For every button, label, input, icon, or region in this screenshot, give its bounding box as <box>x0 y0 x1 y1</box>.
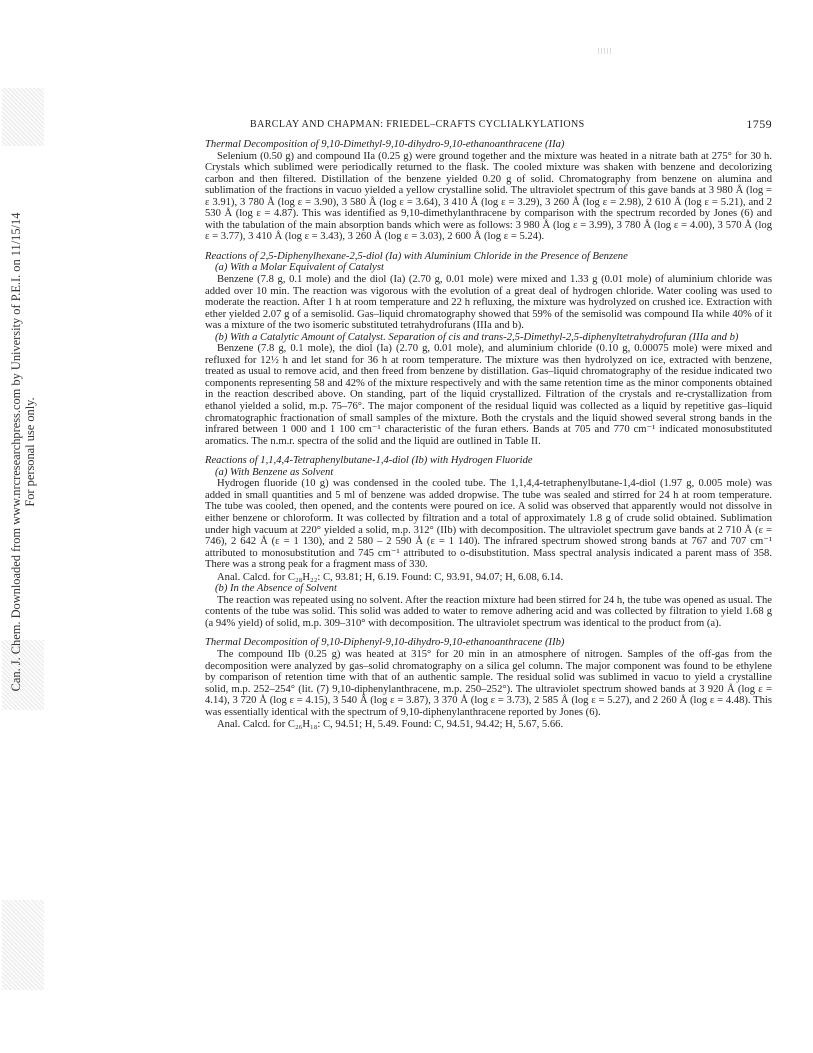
section-heading-thermal-decomposition-iib: Thermal Decomposition of 9,10-Diphenyl-9,10-dihydro-9,10-ethanoanthracene (IIb) <box>205 637 565 649</box>
section-heading-reactions-ib: Reactions of 1,1,4,4-Tetraphenylbutane-1,4-diol (Ib) with Hydrogen Fluoride <box>205 455 533 467</box>
paragraph: The compound IIb (0.25 g) was heated at 315° for 20 min in an atmosphere of nitrogen. Samples of the off-gas from the decomposition were analyzed by gas–solid chromatography on a silica gel column. The major component was found to be ethylene by comparison of retention time with that of an authentic sample. The residual solid was sublimed in vacuo to yield a crystalline solid, m.p. 252–254° (lit. (7) 9,10-diphenylanthracene, m.p. 250–252°). The ultraviolet spectrum showed bands at 3 920 Å (log ε = 4.14), 3 720 Å (log ε = 4.15), 3 540 Å (log ε = 3.87), 3 370 Å (log ε = 3.73), 2 585 Å (log ε = 5.27), and 2 260 Å (log ε = 4.48). This was essentially identical with the spectrum of 9,10-diphenylanthracene reported by Jones (6). <box>205 648 772 718</box>
paragraph: Benzene (7.8 g, 0.1 mole) and the diol (Ia) (2.70 g, 0.01 mole) were mixed and 1.33 g (0.01 mole) of aluminium chloride was added over 10 min. The reaction was vigorous with the evolution of a great deal of hydrogen chloride. Water cooling was used to moderate the reaction. After 1 h at room temperature and 22 h refluxing, the mixture was hydrolyzed on crushed ice. Extraction with ether yielded 2.07 g of a semisolid. Gas–liquid chromatography showed that 59% of the semisolid was compound IIa while 40% of it was a mixture of the two isomeric substituted tetrahydrofurans (IIIa and b). <box>205 274 772 332</box>
section-heading-reactions-ia: Reactions of 2,5-Diphenylhexane-2,5-diol (Ia) with Aluminium Chloride in the Presence of Benzene <box>205 250 628 262</box>
page-number: 1759 <box>746 117 772 131</box>
download-watermark <box>9 213 37 692</box>
paragraph: Hydrogen fluoride (10 g) was condensed in the cooled tube. The 1,1,4,4-tetraphenylbutane-1,4-diol (1.97 g, 0.005 mole) was added in small quantities and 5 ml of benzene was added dropwise. The tube was sealed and stirred for 24 h at room temperature. The tube was cooled, then opened, and the contents were poured on ice. A solid was observed that apparently would not dissolve in either benzene or chloroform. It was collected by filtration and a total of approximately 1.8 g of crude solid obtained. Sublimation under high vacuum at 220° yielded a solid, m.p. 312° (IIb) with decomposition. The ultraviolet spectrum gave bands at 2 710 Å (ε = 746), 2 642 Å (ε = 1 130), and 2 580 – 2 590 Å (ε = 1 140). The infrared spectrum showed strong bands at 767 and 707 cm⁻¹ attributed to monosubstitution and 745 cm⁻¹ attributed to o-disubstitution. Mass spectral analysis indicated a parent mass of 358. There was a strong peak for a fragment mass of 330. <box>205 478 772 571</box>
scan-noise-speck <box>598 48 612 54</box>
subsection-heading-no-solvent: (b) In the Absence of Solvent <box>215 583 337 595</box>
elemental-analysis: Anal. Calcd. for C₂₆H₁₈: C, 94.51; H, 5.49. Found: C, 94.51, 94.42; H, 5.67, 5.66. <box>217 719 564 731</box>
paragraph: The reaction was repeated using no solvent. After the reaction mixture had been stirred for 24 h, the tube was opened as usual. The contents of the tube was solid. This solid was added to water to remove adhering acid and was collected by filtration to yield 1.68 g (a 94% yield) of solid, m.p. 309–310° with decomposition. The ultraviolet spectrum was identical to the product from (a). <box>205 594 772 629</box>
page-header <box>205 119 772 133</box>
subsection-heading-catalytic-amount: (b) With a Catalytic Amount of Catalyst. Separation of cis and trans-2,5-Dimethyl-2,5-diphenyltetrahydrofuran (IIIa and b) <box>215 331 739 343</box>
elemental-analysis: Anal. Calcd. for C₂₈H₂₂: C, 93.81; H, 6.19. Found: C, 93.91, 94.07; H, 6.08, 6.14. <box>217 571 564 583</box>
scan-noise-top <box>2 88 44 146</box>
subsection-heading-benzene-solvent: (a) With Benzene as Solvent <box>215 466 334 478</box>
running-title: BARCLAY AND CHAPMAN: FRIEDEL–CRAFTS CYCLIALKYLATIONS <box>250 119 585 130</box>
subsection-heading-molar-equivalent: (a) With a Molar Equivalent of Catalyst <box>215 262 384 274</box>
scan-noise-bottom <box>2 900 44 990</box>
paragraph: Benzene (7.8 g, 0.1 mole), the diol (Ia) (2.70 g, 0.01 mole), and aluminium chloride (0.10 g, 0.00075 mole) were mixed and refluxed for 12½ h and let stand for 36 h at room temperature. The mixture was then hydrolyzed on ice, extracted with benzene, treated as usual to remove acid, and then freed from benzene by distillation. Gas–liquid chromatography of the residue indicated two components representing 58 and 42% of the mixture respectively and with the same retention time as the minor components obtained in the reaction described above. On standing, part of the liquid crystallized. Filtration of the crystals and re-crystallization from ethanol yielded a solid, m.p. 75–76°. The major component of the residual liquid was collected as a liquid by repetitive gas–liquid chromatographic fractionation of small samples of the mixture. Both the crystals and the liquid showed several strong bands in the infrared between 1 000 and 1 100 cm⁻¹ characteristic of the furan ethers. Bands at 705 and 770 cm⁻¹ indicated monosubstituted aromatics. The n.m.r. spectra of the solid and the liquid are outlined in Table II. <box>205 343 772 447</box>
article-body <box>205 139 772 731</box>
paragraph: Selenium (0.50 g) and compound IIa (0.25 g) were ground together and the mixture was heated in a nitrate bath at 275° for 30 h. Crystals which sublimed were periodically returned to the flask. The cooled mixture was shaken with benzene and decolorizing carbon and then filtered. Distillation of the benzene yielded 0.20 g of solid. Chromatography from benzene on alumina and sublimation of the fractions in vacuo yielded a yellow crystalline solid. The ultraviolet spectrum of this gave bands at 3 980 Å (log = ε 3.91), 3 780 Å (log ε = 3.90), 3 580 Å (log ε = 3.64), 3 410 Å (log ε = 3.29), 3 260 Å (log ε = 2.98), 2 610 Å (log ε = 5.21), and 2 530 Å (log ε = 4.87). This was identified as 9,10-dimethylanthracene by comparison with the spectrum recorded by Jones (6) and with the tabulation of the main absorption bands which were as follows: 3 980 Å (log ε = 3.99), 3 780 Å (log ε = 4.00), 3 570 Å (log ε = 3.77), 3 410 Å (log ε = 3.43), 3 260 Å (log ε = 3.03), 2 600 Å (log ε = 5.24). <box>205 150 772 243</box>
watermark-line-1: Can. J. Chem. Downloaded from www.nrcresearchpress.com by University of P.E.I. on 11/15/14 <box>9 212 23 692</box>
watermark-line-2: For personal use only. <box>23 397 37 507</box>
section-heading-thermal-decomposition-iia: Thermal Decomposition of 9,10-Dimethyl-9,10-dihydro-9,10-ethanoanthracene (IIa) <box>205 139 565 150</box>
